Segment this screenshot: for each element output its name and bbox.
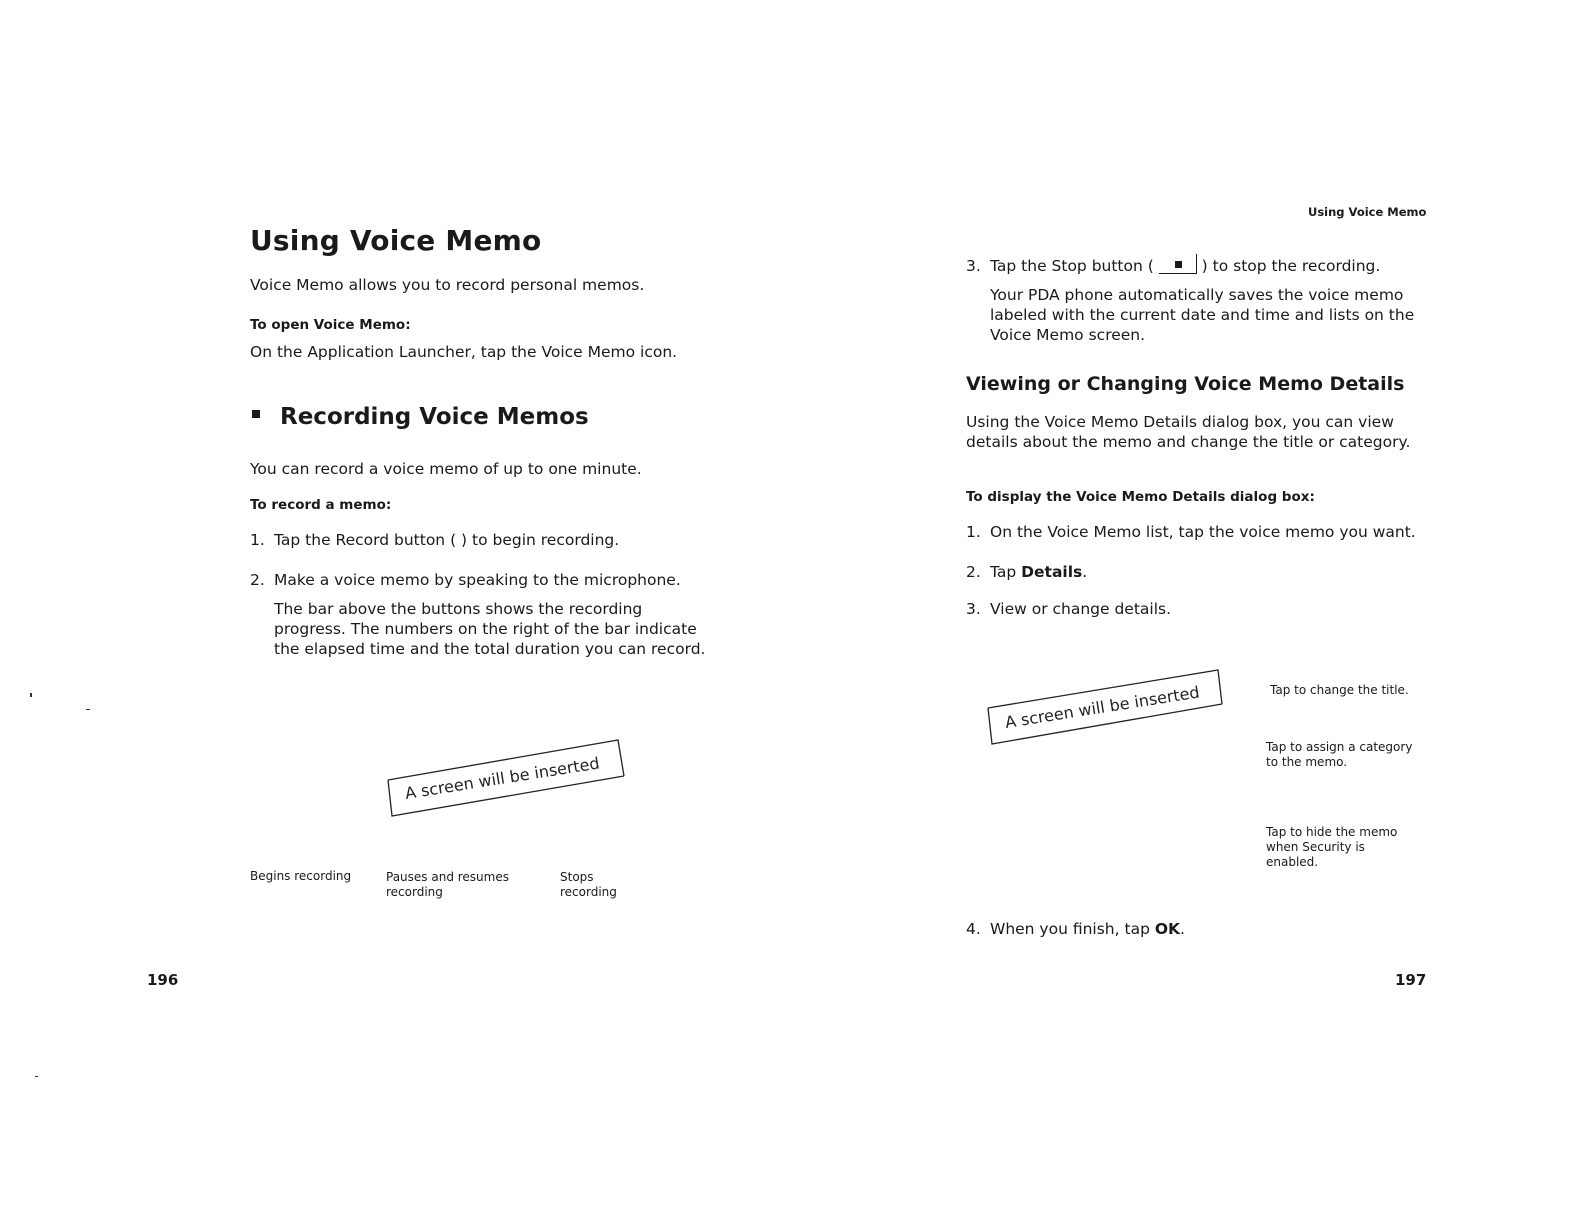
- screen-placeholder-stamp: [386, 736, 636, 826]
- step-text: .: [1180, 920, 1185, 938]
- stop-button-icon: [1159, 254, 1197, 274]
- intro-text: Voice Memo allows you to record personal memos.: [250, 276, 645, 294]
- step-number: 1.: [250, 531, 265, 549]
- placeholder-text: A screen will be inserted: [403, 753, 601, 803]
- step-number: 3.: [966, 257, 981, 275]
- step-item: [250, 530, 619, 550]
- display-procedure-heading: To display the Voice Memo Details dialog box:: [966, 489, 1315, 505]
- page-number-right: 197: [1395, 971, 1427, 989]
- section-title-details: Viewing or Changing Voice Memo Details: [966, 373, 1405, 395]
- page-number-left: 196: [147, 971, 179, 989]
- step-keyword: Details: [1021, 563, 1083, 581]
- section-intro-recording: You can record a voice memo of up to one minute.: [250, 460, 642, 478]
- step-item: [966, 522, 1416, 542]
- scan-speck: [30, 693, 32, 697]
- step-item: [966, 254, 1380, 276]
- step-text: Tap the Record button ( ) to begin recording.: [274, 531, 620, 549]
- step-item: [250, 570, 681, 590]
- step-item: [966, 599, 1171, 619]
- step-text: View or change details.: [990, 600, 1172, 618]
- record-procedure-heading: To record a memo:: [250, 497, 392, 513]
- step-number: 1.: [966, 523, 981, 541]
- running-head: Using Voice Memo: [1308, 205, 1427, 219]
- open-procedure-heading: To open Voice Memo:: [250, 317, 411, 333]
- step-number: 2.: [966, 563, 981, 581]
- step-text: .: [1082, 563, 1088, 581]
- callout-title: Tap to change the title.: [1270, 683, 1409, 697]
- step-text: Make a voice memo by speaking to the microphone.: [274, 571, 681, 589]
- step-note: Your PDA phone automatically saves the voice memo labeled with the current date and time and lists on the Voice Memo screen.: [990, 286, 1415, 344]
- caption-stops: Stops recording: [560, 870, 617, 899]
- step-text: Tap: [990, 563, 1022, 581]
- screen-placeholder-stamp: [986, 666, 1236, 756]
- callout-category: Tap to assign a category to the memo.: [1266, 740, 1413, 769]
- caption-begins: Begins recording: [250, 869, 352, 883]
- step-number: 3.: [966, 600, 981, 618]
- step-number: 4.: [966, 920, 981, 938]
- open-procedure-text: On the Application Launcher, tap the Voice Memo icon.: [250, 343, 678, 361]
- step-number: 2.: [250, 571, 265, 589]
- caption-pauses: Pauses and resumes recording: [386, 870, 509, 899]
- step-item: [966, 562, 1087, 582]
- step-item: [966, 919, 1185, 939]
- step-note: The bar above the buttons shows the recording progress. The numbers on the right of the bar indicate the elapsed time and the total duration you can record.: [274, 600, 706, 658]
- step-text: Tap the Stop button (: [990, 257, 1154, 275]
- page-title: Using Voice Memo: [250, 224, 542, 257]
- step-text: On the Voice Memo list, tap the voice memo you want.: [990, 523, 1416, 541]
- callout-hide: Tap to hide the memo when Security is enabled.: [1266, 825, 1398, 869]
- section-title-recording: Recording Voice Memos: [280, 404, 589, 430]
- section-intro-details: Using the Voice Memo Details dialog box, you can view details about the memo and change the title or category.: [966, 413, 1411, 451]
- step-text: ) to stop the recording.: [1201, 257, 1381, 275]
- scan-speck: [35, 1076, 38, 1077]
- scan-speck: [86, 709, 90, 710]
- placeholder-text: A screen will be inserted: [1003, 682, 1201, 732]
- step-keyword: OK: [1154, 920, 1181, 938]
- step-text: When you finish, tap: [990, 920, 1155, 938]
- section-bullet-icon: [252, 410, 260, 418]
